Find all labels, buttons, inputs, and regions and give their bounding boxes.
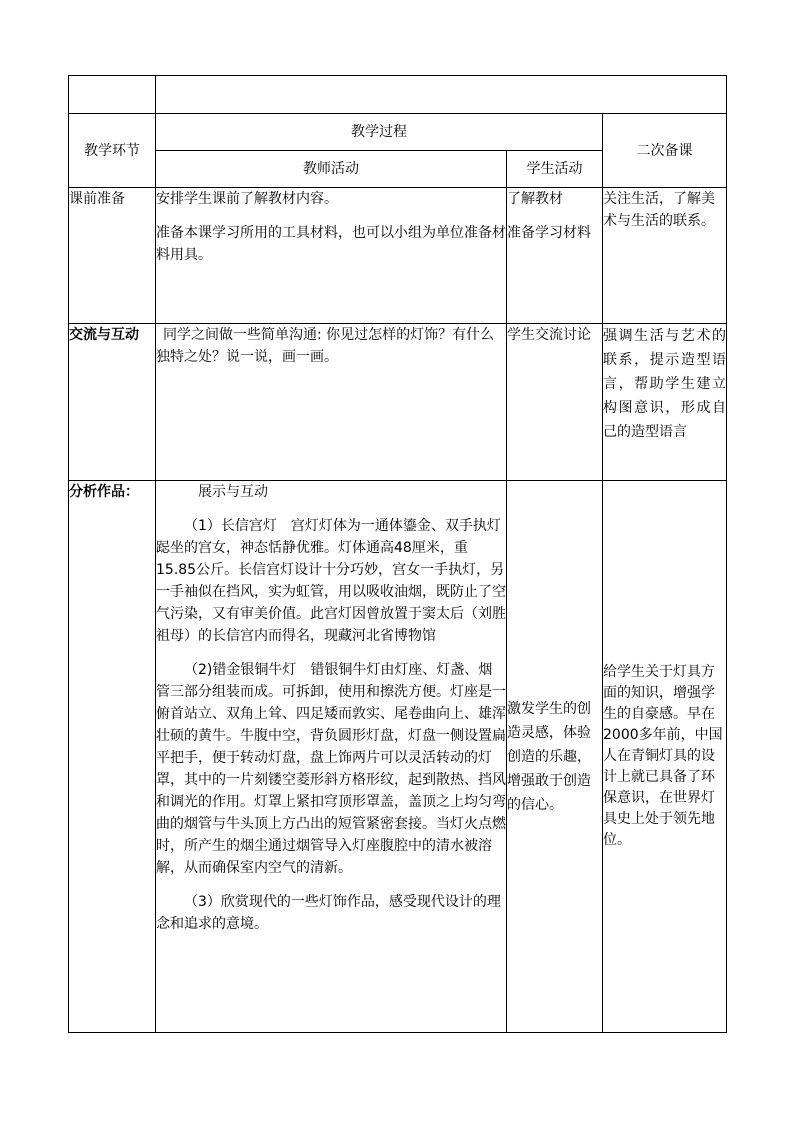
teacher-line: （1）长信宫灯 宫灯灯体为一通体鎏金、双手执灯跽坐的宫女，神态恬静优雅。灯体通高48厘米，重15.85公斤。长信宫灯设计十分巧妙，宫女一手执灯，另一手袖似在挡风，实为虹管，用以吸收油烟，既防止了空气污染，又有审美价值。此宫灯因曾放置于窦太后（刘胜祖母）的长信宫内而得名，现藏河北省博物馆 [156,518,506,644]
header-student: 学生活动 [507,151,603,188]
student-line: 激发学生的创造灵感，体验创造的乐趣，增强敢于创造的信心。 [507,700,591,813]
second-prep-text: 给学生关于灯具方面的知识，增强学生的自豪感。早在2000多年前，中国人在青铜灯具的设计上就已具备了环保意识，在世界灯具史上处于领先地位。 [603,664,723,848]
student-cell [507,188,603,324]
second-prep-cell [603,481,727,1033]
lesson-plan-table [68,75,727,1033]
header-second-prep: 二次备课 [603,114,727,188]
stage-cell: 课前准备 [69,188,156,324]
blank-cell-wide [156,76,727,114]
header-teacher: 教师活动 [156,151,507,188]
teacher-line: （2)错金银铜牛灯 错银铜牛灯由灯座、灯盏、烟管三部分组装而成。可拆卸，使用和擦洗方便。灯座是一俯首站立、双角上耸、四足矮而敦实、尾卷曲向上、雄浑壮硕的黄牛。牛腹中空，背负圆形灯盘，灯盘一侧设置扁平把手，便于转动灯盘，盘上饰两片可以灵活转动的灯罩，其中的一片刻镂空菱形斜方格形纹，起到散热、挡风和调光的作用。灯罩上紧扣穹顶形罩盖，盖顶之上均匀弯曲的烟管与牛头顶上方凸出的短管紧密套接。当灯火点燃时，所产生的烟尘通过烟管导入灯座腹腔中的清水被溶解，从而确保室内空气的清新。 [156,662,506,876]
teacher-line: 安排学生课前了解教材内容。 [156,191,338,207]
student-line: 了解教材 [507,191,563,207]
teacher-cell [156,188,507,324]
blank-row [69,76,727,114]
header-stage: 教学环节 [69,114,156,188]
header-row-1 [69,114,727,151]
teacher-line: 展示与互动 [198,484,268,500]
teacher-line: 准备本课学习所用的工具材料，也可以小组为单位准备材料用具。 [156,225,506,263]
second-prep-cell: 强调生活与艺术的联系，提示造型语言，帮助学生建立构图意识，形成自己的造型语言 [603,324,727,481]
teacher-line: （3）欣赏现代的一些灯饰作品，感受现代设计的理念和追求的意境。 [156,894,501,932]
teacher-cell [156,324,507,481]
student-cell [507,481,603,1033]
stage-cell: 交流与互动 [69,324,156,481]
second-prep-cell: 关注生活，了解美术与生活的联系。 [603,188,727,324]
student-line: 准备学习材料 [507,225,591,241]
teacher-cell [156,481,507,1033]
student-line: 学生交流讨论 [507,327,591,343]
stage-cell: 分析作品： [69,481,156,1033]
header-process: 教学过程 [156,114,603,151]
blank-cell [69,76,156,114]
teacher-line: 同学之间做一些简单沟通: 你见过怎样的灯饰？有什么独特之处？说一说，画一画。 [156,327,495,365]
row-exchange [69,324,727,481]
student-cell [507,324,603,481]
row-prep [69,188,727,324]
row-analysis [69,481,727,1033]
